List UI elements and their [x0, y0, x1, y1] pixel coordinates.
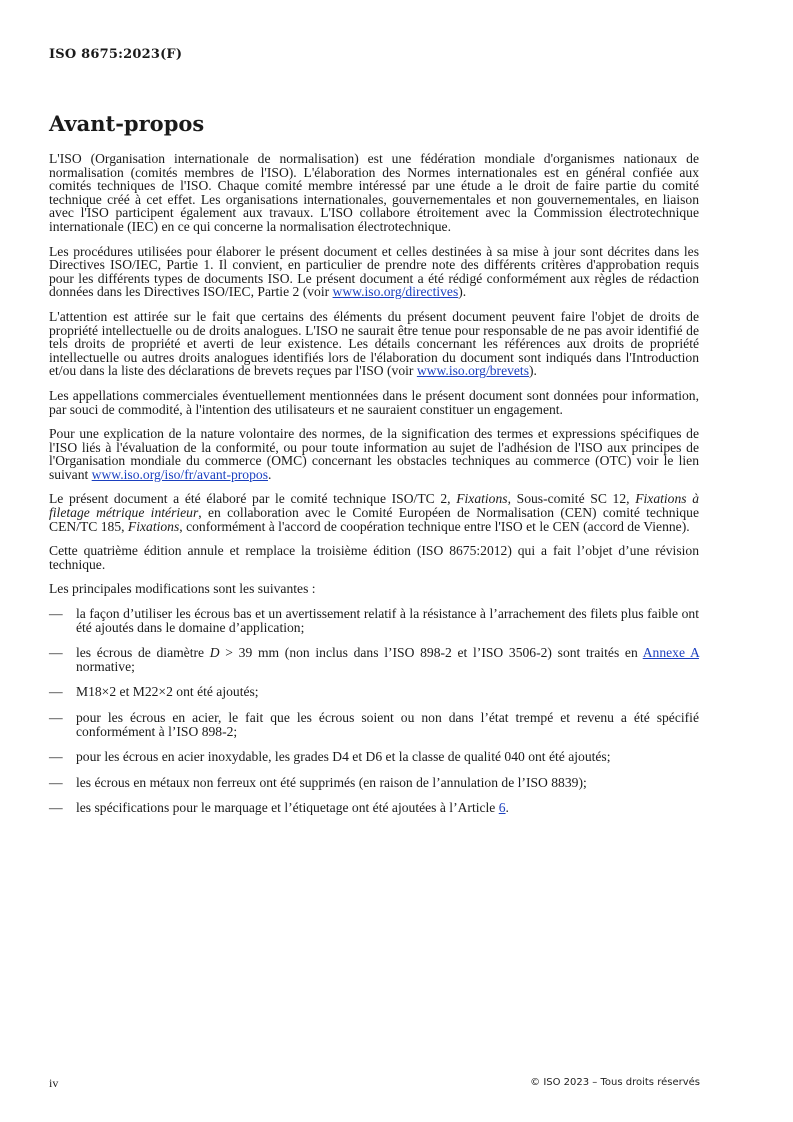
list-item-text: pour les écrous en acier inoxydable, les grades D4 et D6 et la classe de qualité 040 ont été ajoutés;	[76, 749, 611, 765]
list-item	[49, 646, 699, 673]
dash-bullet: —	[49, 684, 63, 700]
list-item	[49, 607, 699, 634]
dash-bullet: —	[49, 749, 63, 765]
list-item-text: M18×2 et M22×2 ont été ajoutés;	[76, 684, 259, 700]
paragraph-changes-intro: Les principales modifications sont les suivantes :	[49, 581, 316, 597]
list-item	[49, 711, 699, 738]
paragraph-iso-intro: L'ISO (Organisation internationale de normalisation) est une fédération mondiale d'organismes nationaux de normalisation (comités membres de l'ISO). L'élaboration des Normes internationales est en général confiée aux comités techniques de l'ISO. Chaque comité membre intéressé par une étude a le droit de faire partie du comité technique créé à cet effet. Les organisations internationales, gouvernementales et non gouvernementales, en liaison avec l'ISO participent également aux travaux. L'ISO collabore étroitement avec la Commission électrotechnique internationale (IEC) en ce qui concerne la normalisation électrotechnique.	[49, 151, 699, 234]
list-item-text: .	[505, 800, 509, 816]
list-item-text: la façon d’utiliser les écrous bas et un avertissement relatif à la résistance à l’arrachement des filets plus faible ont été ajoutés dans le domaine d’application;	[76, 606, 699, 635]
paragraph-text-end: .	[268, 466, 272, 482]
list-item	[49, 685, 699, 699]
dash-bullet: —	[49, 645, 63, 661]
paragraph-text: Les procédures utilisées pour élaborer le présent document et celles destinées à sa mise à jour sont décrites dans les Directives ISO/IEC, Partie 1. Il convient, en particulier de prendre note des différents critères d'approbation requis pour les différents types de documents ISO. Le présent document a été rédigé conformément aux règles de rédaction données dans les Directives ISO/IEC, Partie 2 (voir	[49, 243, 699, 300]
committee-text-2: , Sous-comité SC 12,	[507, 491, 636, 507]
dash-bullet: —	[49, 800, 63, 816]
committee-text-3: , en collaboration avec le Comité Européen de Normalisation (CEN) comité technique CEN/TC 185,	[49, 505, 699, 534]
paragraph-text-end: ).	[458, 284, 467, 300]
changes-list	[49, 607, 699, 815]
list-item-text: les écrous en métaux non ferreux ont été supprimés (en raison de l’annulation de l’ISO 8839);	[76, 774, 587, 790]
committee-name-1: Fixations	[456, 491, 508, 507]
page-title: Avant-propos	[49, 111, 205, 136]
paragraph-trade-names: Les appellations commerciales éventuellement mentionnées dans le présent document sont données pour information, par souci de commodité, à l'intention des utilisateurs et ne sauraient constituer un engagement.	[49, 387, 699, 417]
paragraph-patents	[49, 310, 699, 378]
list-item-text: > 39 mm (non inclus dans l’ISO 898-2 et l’ISO 3506-2) sont traités en	[219, 645, 643, 661]
paragraph-text-end: ).	[529, 363, 537, 379]
copyright-notice: © ISO 2023 – Tous droits réservés	[530, 1077, 700, 1088]
list-item-text: normative;	[76, 658, 135, 674]
document-id: ISO 8675:2023(F)	[49, 47, 183, 62]
list-item	[49, 776, 699, 790]
document-body	[49, 152, 699, 827]
directives-link[interactable]: www.iso.org/directives	[332, 284, 459, 300]
committee-text-4: , conformément à l'accord de coopération technique entre l'ISO et le CEN (accord de Vienne).	[179, 518, 690, 534]
patents-link[interactable]: www.iso.org/brevets	[416, 363, 529, 379]
list-item-text: les spécifications pour le marquage et l’étiquetage ont été ajoutées à l’Article	[76, 800, 499, 816]
annex-a-link[interactable]: Annexe A	[642, 645, 700, 661]
paragraph-voluntary-nature	[49, 427, 699, 481]
list-item	[49, 801, 699, 815]
dash-bullet: —	[49, 710, 63, 725]
foreword-link[interactable]: www.iso.org/iso/fr/avant-propos	[91, 466, 268, 482]
paragraph-text: L'attention est attirée sur le fait que certains des éléments du présent document peuvent faire l'objet de droits de propriété intellectuelle ou de droits analogues. L'ISO ne saurait être tenue pour responsable de ne pas avoir identifié de tels droits de propriété et averti de leur existence. Les détails concernant les références aux droits de propriété intellectuelle ou autres droits analogues identifiés lors de l'élaboration du document sont indiqués dans l'Introduction et/ou dans la liste des déclarations de brevets reçues par l'ISO (voir	[49, 308, 699, 379]
dash-bullet: —	[49, 774, 63, 790]
committee-name-2: Fixations	[127, 518, 180, 534]
paragraph-procedures	[49, 245, 699, 299]
list-item-text: les écrous de diamètre	[76, 645, 210, 661]
committee-text-1: Le présent document a été élaboré par le comité technique ISO/TC 2,	[49, 491, 457, 507]
list-item	[49, 750, 699, 764]
list-item-text: pour les écrous en acier, le fait que les écrous soient ou non dans l’état trempé et revenu a été spécifié conformément à l’ISO 898-2;	[76, 710, 699, 739]
dash-bullet: —	[49, 606, 63, 622]
subcommittee-name: Fixations à filetage métrique intérieur	[49, 491, 700, 521]
paragraph-text: Pour une explication de la nature volontaire des normes, de la signification des termes et expressions spécifiques de l'ISO liés à l'évaluation de la conformité, ou pour toute information au sujet de l'adhésion de l'ISO aux principes de l'Organisation mondiale du commerce (OMC) concernant les obstacles techniques au commerce (OTC) voir le lien suivant	[49, 426, 699, 482]
paragraph-edition: Cette quatrième édition annule et remplace la troisième édition (ISO 8675:2012) qui a fait l’objet d’une révision technique.	[49, 543, 699, 572]
article-6-link[interactable]: 6	[498, 800, 506, 816]
diameter-symbol: D	[209, 645, 220, 661]
page-number: iv	[49, 1076, 59, 1090]
paragraph-committee	[49, 492, 699, 533]
